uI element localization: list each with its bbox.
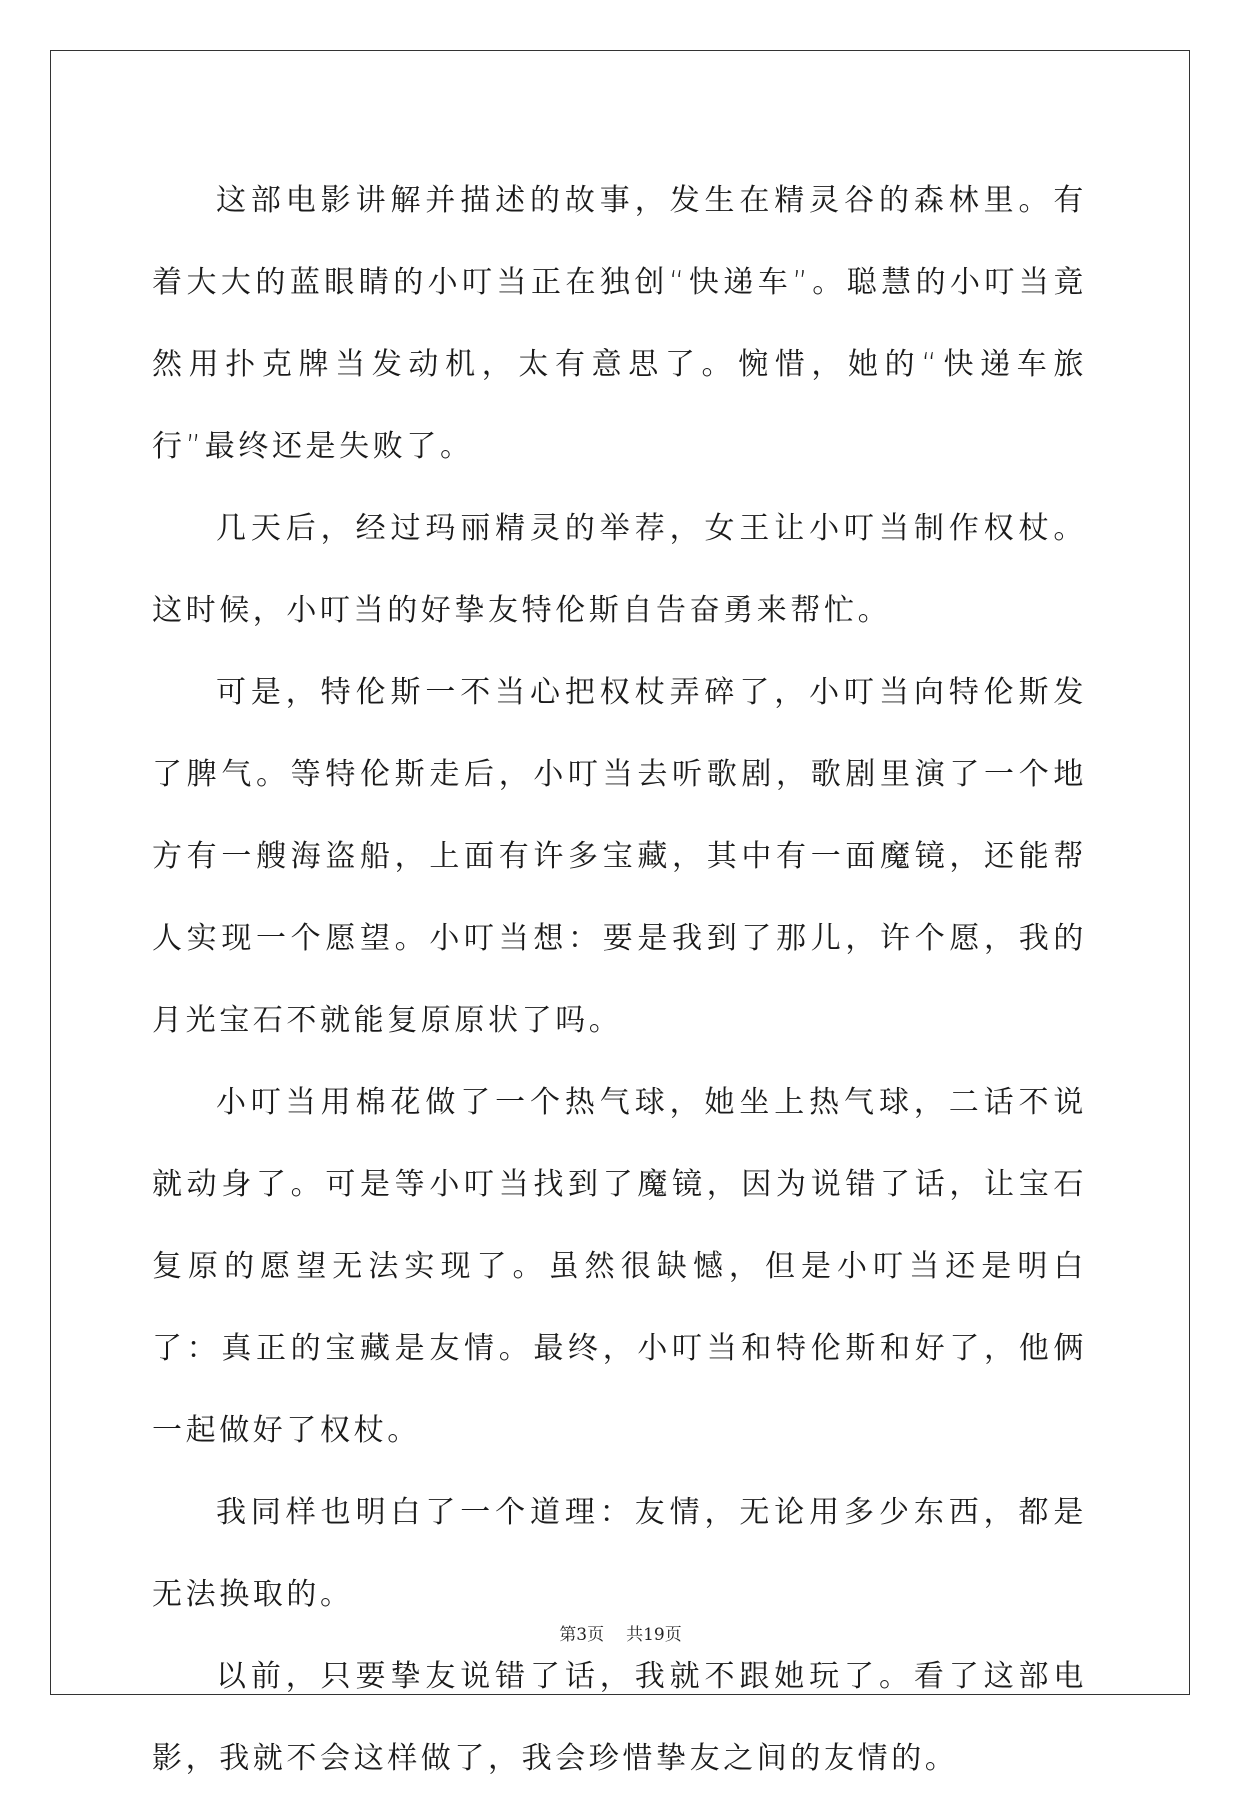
paragraph-5: 我同样也明白了一个道理：友情，无论用多少东西，都是无法换取的。	[152, 1495, 1087, 1612]
page-total: 共19页	[626, 1625, 682, 1645]
document-body	[152, 160, 1087, 1800]
paragraph-6: 以前，只要挚友说错了话，我就不跟她玩了。看了这部电影，我就不会这样做了，我会珍惜挚友之间的友情的。	[152, 1659, 1087, 1776]
page-footer	[0, 1620, 1241, 1645]
paragraph-4: 小叮当用棉花做了一个热气球，她坐上热气球，二话不说就动身了。可是等小叮当找到了魔镜，因为说错了话，让宝石复原的愿望无法实现了。虽然很缺憾，但是小叮当还是明白了：真正的宝藏是友情。最终，小叮当和特伦斯和好了，他俩一起做好了权杖。	[152, 1085, 1087, 1448]
page-number: 第3页	[559, 1625, 605, 1645]
paragraph-2: 几天后，经过玛丽精灵的举荐，女王让小叮当制作权杖。这时候，小叮当的好挚友特伦斯自告奋勇来帮忙。	[152, 511, 1087, 628]
paragraph-1: 这部电影讲解并描述的故事，发生在精灵谷的森林里。有着大大的蓝眼睛的小叮当正在独创“快递车”。聪慧的小叮当竟然用扑克牌当发动机，太有意思了。惋惜，她的“快递车旅行”最终还是失败了。	[152, 183, 1087, 464]
paragraph-3: 可是，特伦斯一不当心把权杖弄碎了，小叮当向特伦斯发了脾气。等特伦斯走后，小叮当去听歌剧，歌剧里演了一个地方有一艘海盗船，上面有许多宝藏，其中有一面魔镜，还能帮人实现一个愿望。小叮当想：要是我到了那儿，许个愿，我的月光宝石不就能复原原状了吗。	[152, 675, 1087, 1038]
